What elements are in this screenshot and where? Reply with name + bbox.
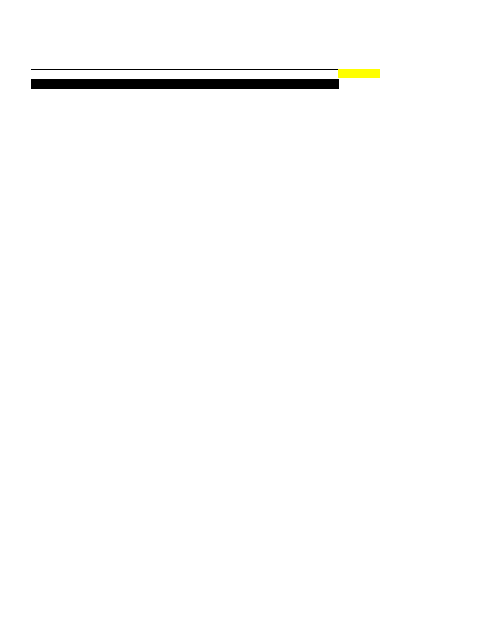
legend-swatch <box>338 69 380 78</box>
table-header <box>31 79 339 89</box>
sheet-title <box>31 58 339 70</box>
